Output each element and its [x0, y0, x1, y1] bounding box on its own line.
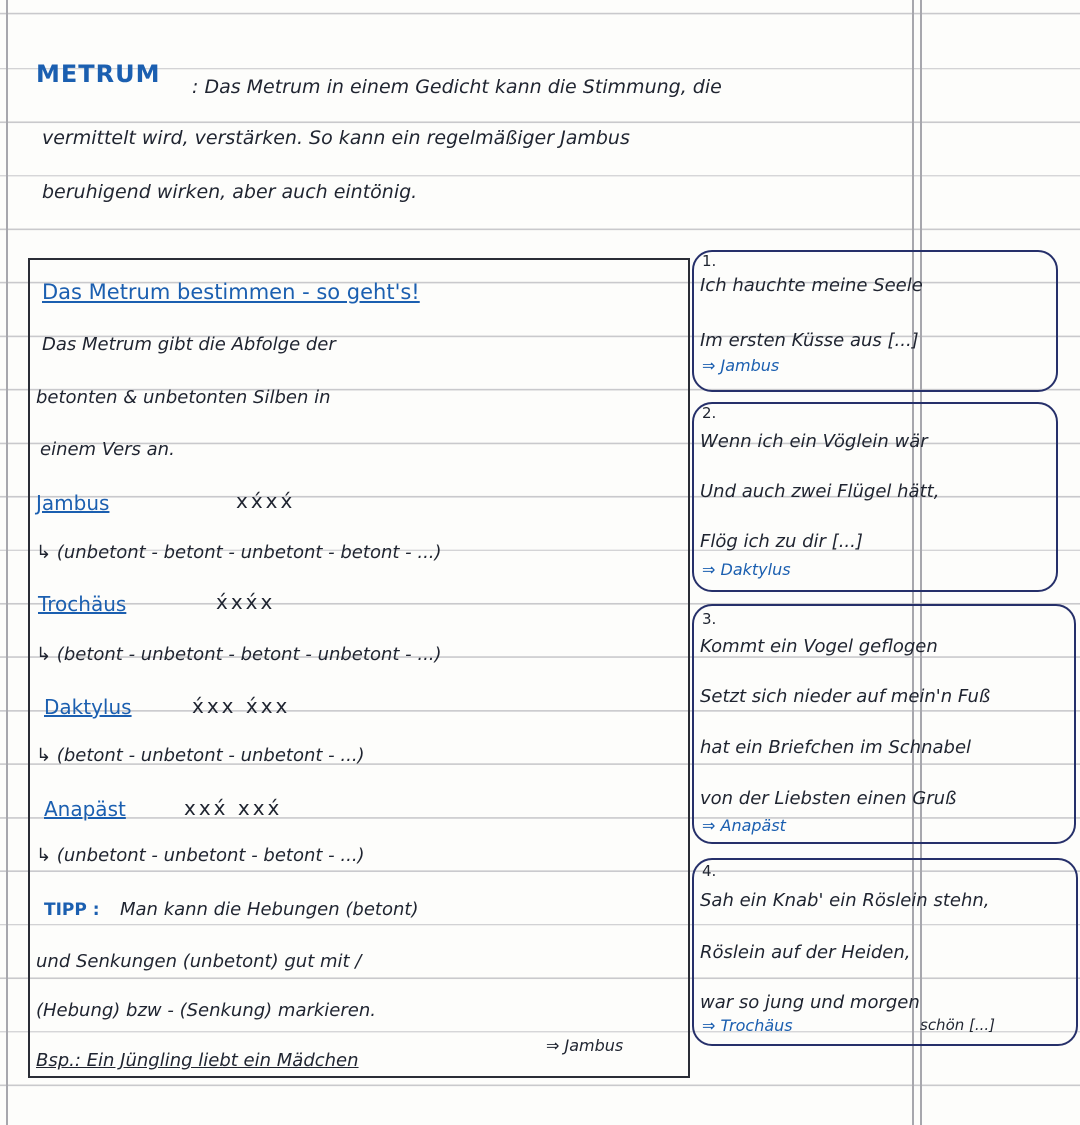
metrum-heading: METRUM — [36, 60, 161, 88]
example-3-result: ⇒ Anapäst — [702, 816, 786, 835]
meter-name-anapaest: Anapäst — [44, 797, 126, 821]
tip-line-2: und Senkungen (unbetont) gut mit / — [36, 951, 362, 972]
meter-desc-anapaest: ↳ (unbetont - unbetont - betont - ...) — [36, 845, 365, 866]
meter-pattern-anapaest: xxx́ xxx́ — [184, 796, 283, 820]
meter-name-jambus: Jambus — [36, 491, 110, 515]
margin-line-left — [6, 0, 8, 1125]
tip-label: TIPP : — [44, 900, 100, 920]
tip-line-1: Man kann die Hebungen (betont) — [120, 899, 419, 920]
example-4-verse-3: war so jung und morgen — [700, 992, 920, 1013]
example-3-verse-4: von der Liebsten einen Gruß — [700, 788, 957, 809]
example-2-result: ⇒ Daktylus — [702, 560, 791, 579]
rules-title: Das Metrum bestimmen - so geht's! — [42, 280, 420, 304]
example-2-verse-3: Flög ich zu dir [...] — [700, 531, 863, 552]
example-number-2: 2. — [702, 404, 717, 422]
rules-line-1: Das Metrum gibt die Abfolge der — [42, 334, 336, 355]
meter-pattern-daktylus: x́xx x́xx — [192, 694, 291, 718]
meter-desc-daktylus: ↳ (betont - unbetont - unbetont - ...) — [36, 745, 365, 766]
example-1-result: ⇒ Jambus — [702, 356, 780, 375]
example-result: ⇒ Jambus — [546, 1036, 624, 1055]
intro-line-1: : Das Metrum in einem Gedicht kann die Stimmung, die — [192, 76, 722, 98]
example-2-verse-2: Und auch zwei Flügel hätt, — [700, 481, 940, 502]
tip-line-3: (Hebung) bzw - (Senkung) markieren. — [36, 1000, 376, 1021]
example-number-3: 3. — [702, 610, 717, 628]
rules-line-2: betonten & unbetonten Silben in — [36, 387, 331, 408]
example-4-verse-1: Sah ein Knab' ein Röslein stehn, — [700, 890, 990, 911]
example-3-verse-2: Setzt sich nieder auf mein'n Fuß — [700, 686, 991, 707]
example-1-verse-1: Ich hauchte meine Seele — [700, 275, 923, 296]
example-3-verse-3: hat ein Briefchen im Schnabel — [700, 737, 972, 758]
example-number-1: 1. — [702, 252, 717, 270]
example-4-verse-4: schön [...] — [920, 1016, 996, 1034]
meter-pattern-jambus: xx́xx́ — [236, 489, 296, 513]
meter-desc-jambus: ↳ (unbetont - betont - unbetont - betont - ...) — [36, 542, 442, 563]
example-3-verse-1: Kommt ein Vogel geflogen — [700, 636, 938, 657]
example-number-4: 4. — [702, 862, 717, 880]
meter-name-trochaeus: Trochäus — [38, 592, 127, 616]
example-1-verse-2: Im ersten Küsse aus [...] — [700, 330, 919, 351]
example-4-verse-2: Röslein auf der Heiden, — [700, 942, 911, 963]
meter-name-daktylus: Daktylus — [44, 695, 132, 719]
intro-line-3: beruhigend wirken, aber auch eintönig. — [42, 181, 418, 203]
meter-pattern-trochaeus: x́xx́x — [216, 590, 276, 614]
example-verse: Bsp.: Ein Jüngling liebt ein Mädchen — [36, 1050, 359, 1071]
example-2-verse-1: Wenn ich ein Vöglein wär — [700, 431, 928, 452]
intro-line-2: vermittelt wird, verstärken. So kann ein regelmäßiger Jambus — [42, 127, 630, 149]
rules-line-3: einem Vers an. — [40, 439, 175, 460]
example-4-result: ⇒ Trochäus — [702, 1016, 793, 1035]
meter-desc-trochaeus: ↳ (betont - unbetont - betont - unbetont - ...) — [36, 644, 442, 665]
